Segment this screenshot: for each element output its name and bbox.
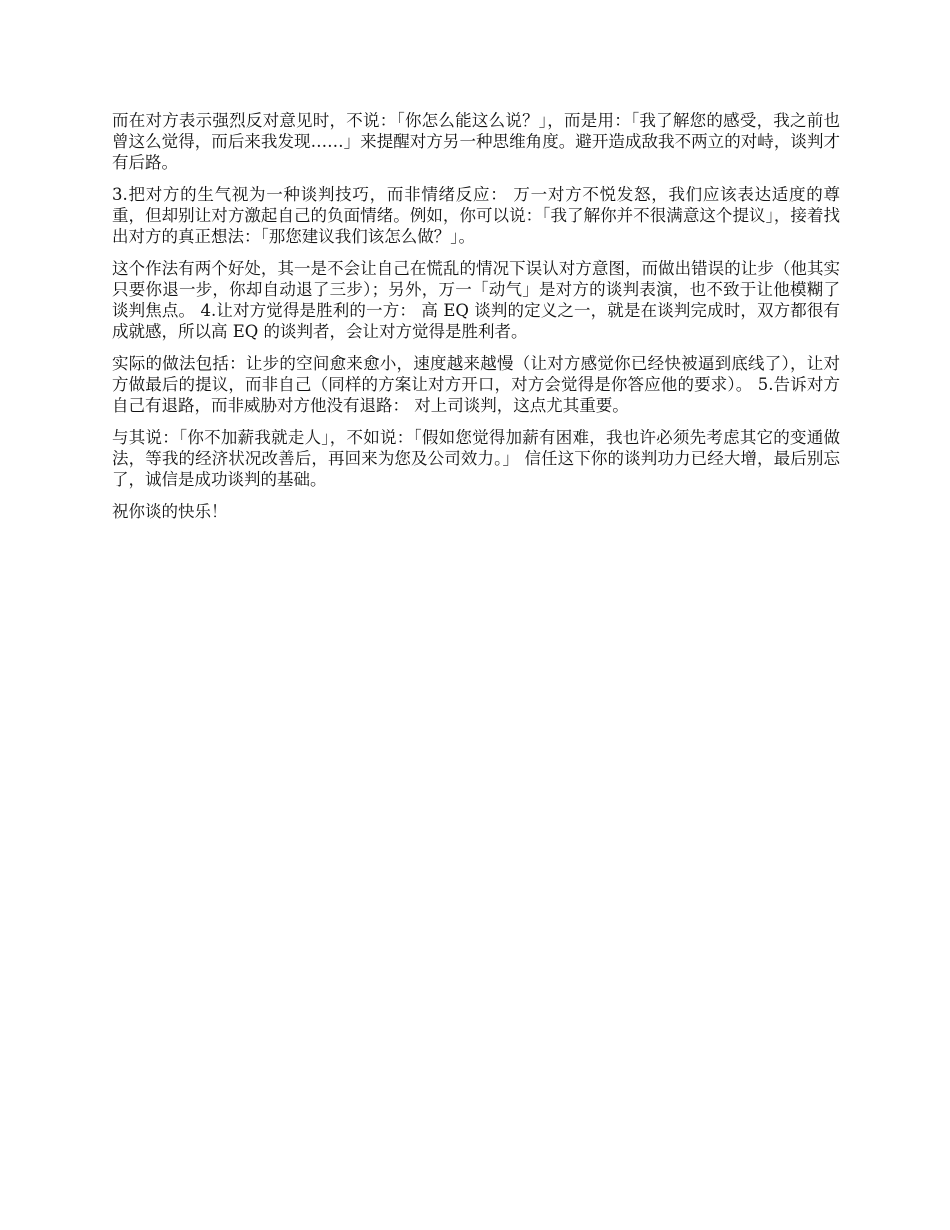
paragraph-4: 实际的做法包括：让步的空间愈来愈小，速度越来越慢（让对方感觉你已经快被逼到底线了），让对方做最后的提议，而非自己（同样的方案让对方开口，对方会觉得是你答应他的要求）。 5.告诉对方自己有退路，而非威胁对方他没有退路： 对上司谈判，这点尤其重要。 [112,354,840,415]
paragraph-2: 3.把对方的生气视为一种谈判技巧，而非情绪反应： 万一对方不悦发怒，我们应该表达适度的尊重，但却别让对方激起自己的负面情绪。例如，你可以说：「我了解你并不很满意这个提议」，接着找出对方的真正想法：「那您建议我们该怎么做？」。 [112,185,840,246]
document-body [112,110,840,533]
paragraph-6: 祝你谈的快乐！ [112,502,228,521]
paragraph-1: 而在对方表示强烈反对意见时，不说：「你怎么能这么说？」，而是用：「我了解您的感受，我之前也曾这么觉得，而后来我发现……」来提醒对方另一种思维角度。避开造成敌我不两立的对峙，谈判才有后路。 [112,111,840,172]
paragraph-5: 与其说：「你不加薪我就走人」，不如说：「假如您觉得加薪有困难，我也许必须先考虑其它的变通做法，等我的经济状况改善后，再回来为您及公司效力。」 信任这下你的谈判功力已经大增，最后别忘了，诚信是成功谈判的基础。 [112,428,840,489]
paragraph-3: 这个作法有两个好处，其一是不会让自己在慌乱的情况下误认对方意图，而做出错误的让步（他其实只要你退一步，你却自动退了三步）；另外，万一「动气」是对方的谈判表演，也不致于让他模糊了谈判焦点。 4.让对方觉得是胜利的一方： 高 EQ 谈判的定义之一，就是在谈判完成时，双方都很有成就感，所以高 EQ 的谈判者，会让对方觉得是胜利者。 [112,259,840,341]
